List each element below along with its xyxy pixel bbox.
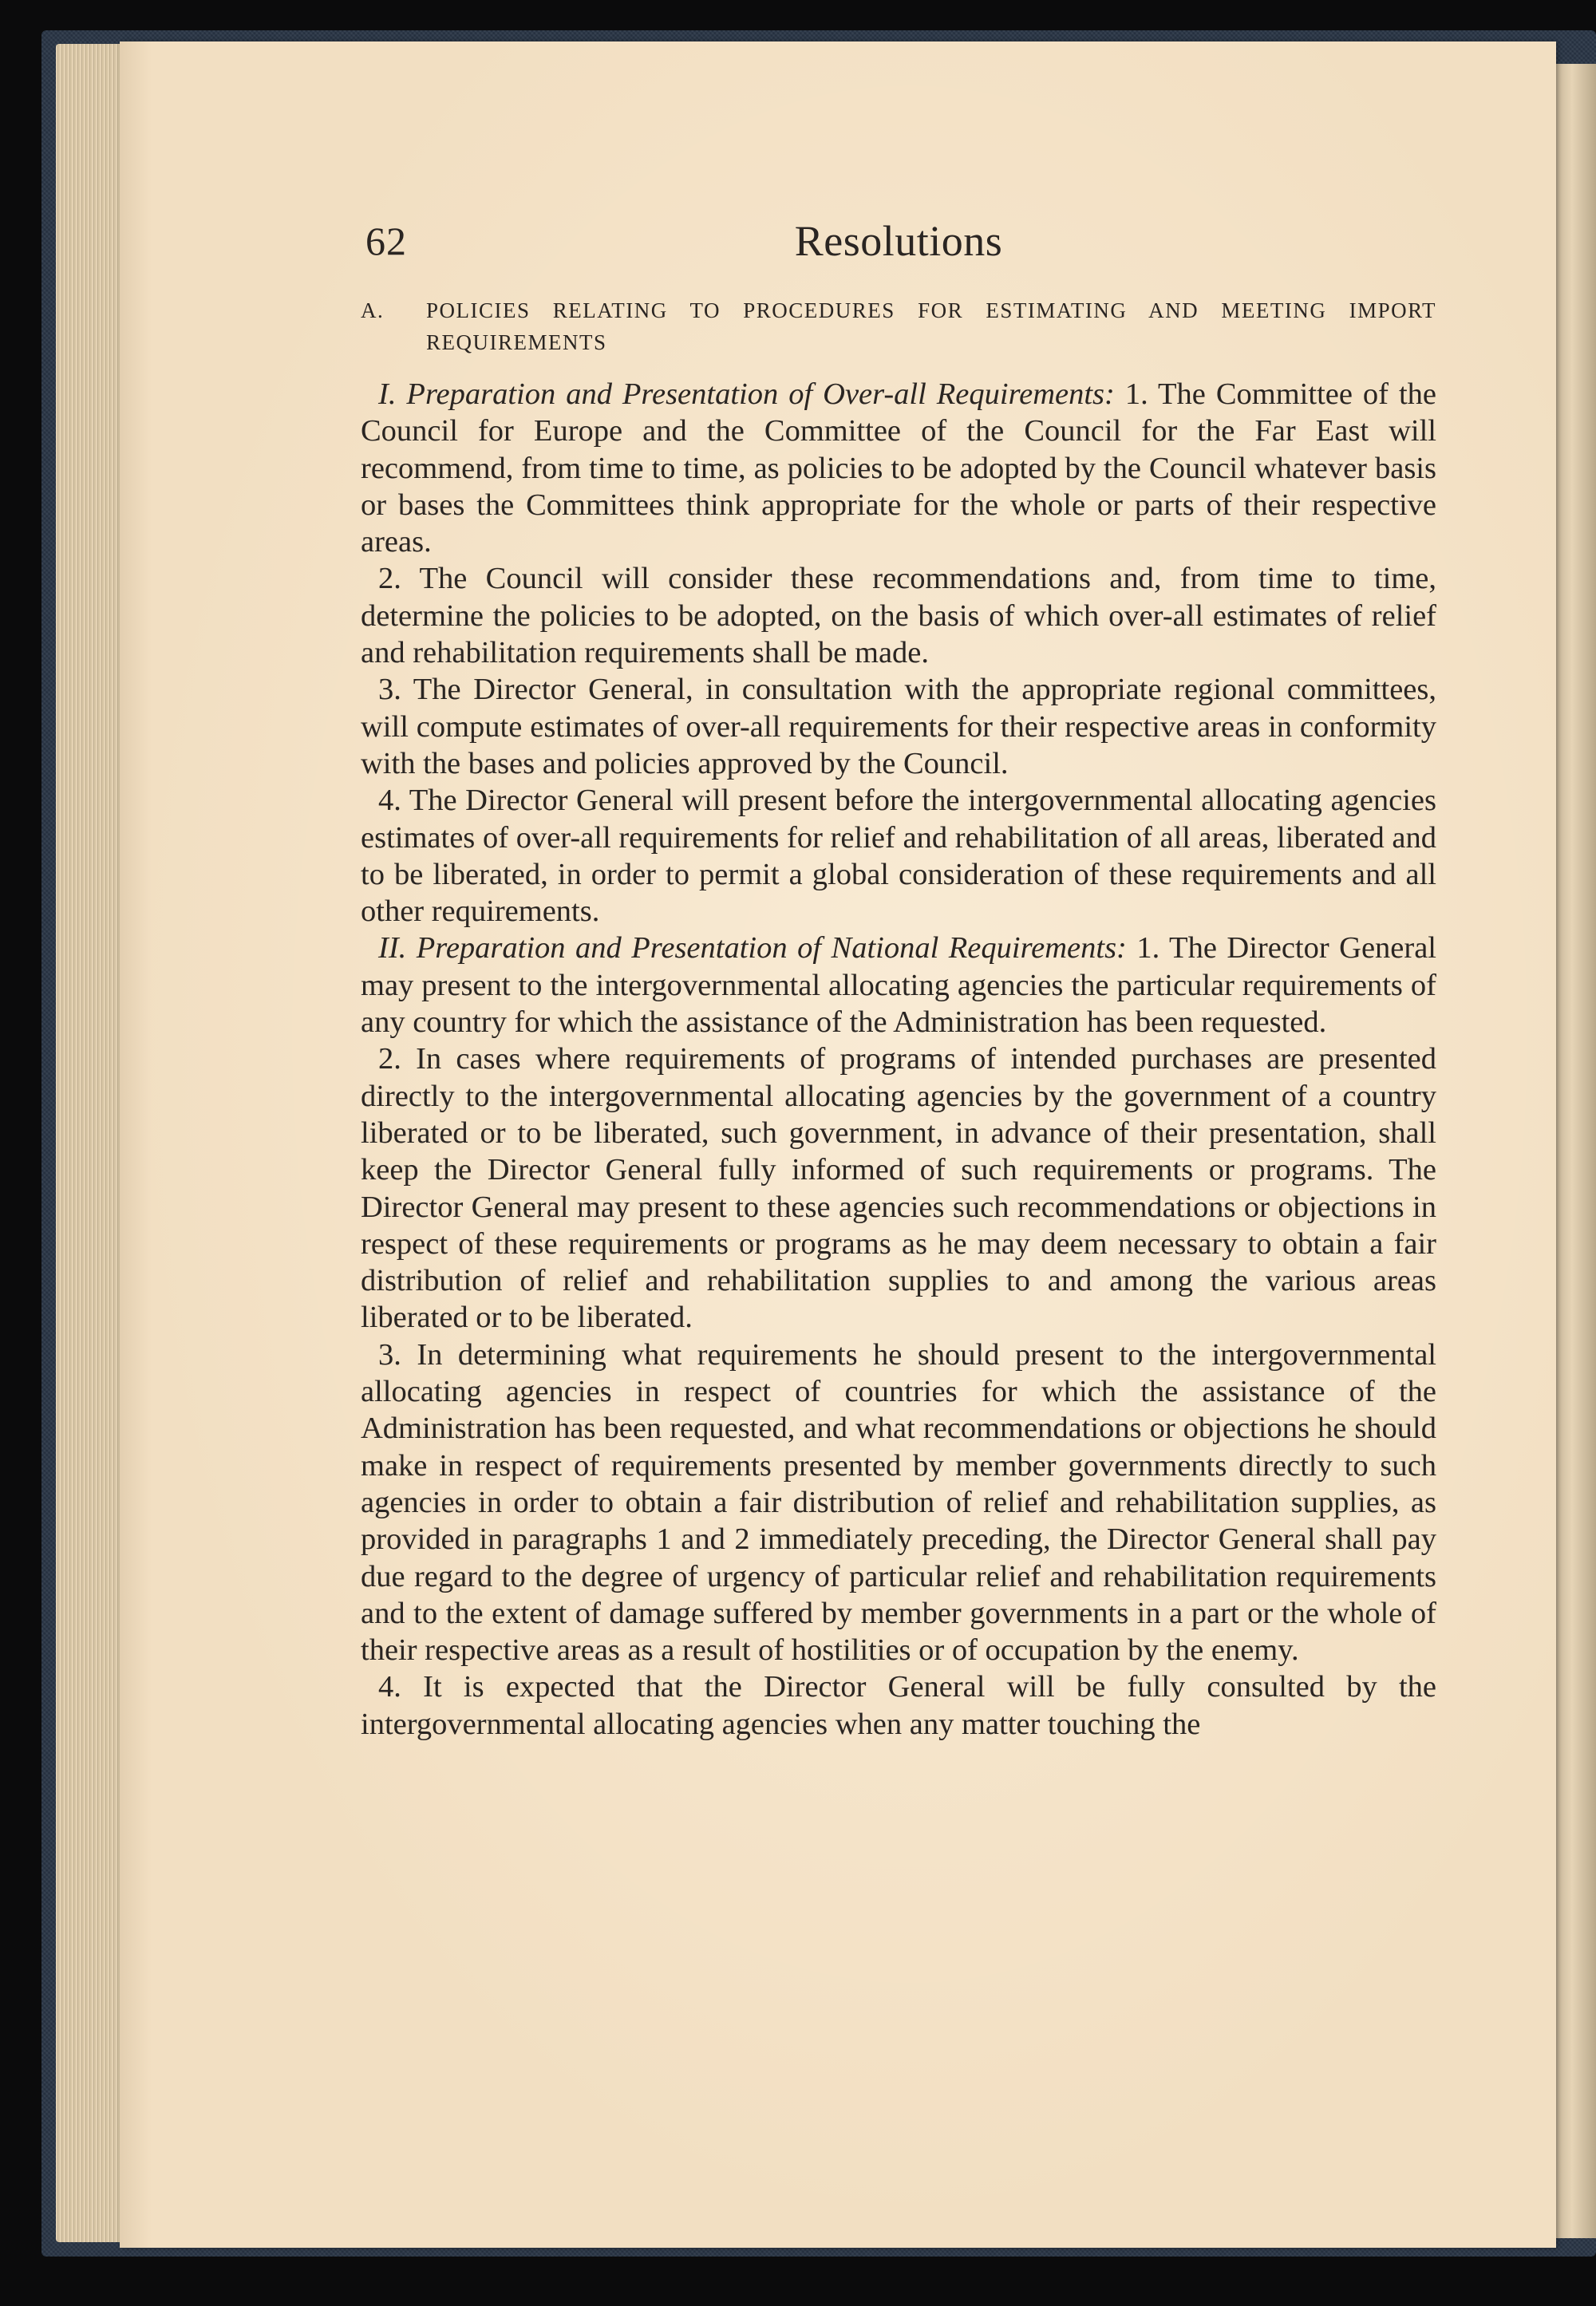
part-heading: II. Preparation and Presentation of National Requirements: <box>378 931 1127 965</box>
section-heading-text: POLICIES RELATING TO PROCEDURES FOR ESTIMATING AND MEETING IMPORT REQUIREMENTS <box>426 298 1436 354</box>
section-label: A. <box>361 298 385 322</box>
paragraph: 4. It is expected that the Director General will be fully consulted by the intergovernmental allocating agencies when any matter touching the <box>361 1670 1436 1741</box>
part-heading: I. Preparation and Presentation of Over-all Requirements: <box>378 377 1115 411</box>
paragraph <box>361 930 1436 1040</box>
section-heading <box>361 294 1436 358</box>
paragraph: 3. In determining what requirements he should present to the intergovernmental allocating agencies in respect of countries for which the assistance of the Administration has been requested, and what recommendations or objections he should make in respect of requirements presented by member governments directly to such agencies in order to obtain a fair distribution of relief and rehabilitation supplies, as provided in paragraphs 1 and 2 immediately preceding, the Director General shall pay due regard to the degree of urgency of particular relief and rehabilitation requirements and to the extent of damage suffered by member governments in a part or the whole of their respective areas as a result of hostilities or of occupation by the enemy. <box>361 1337 1436 1668</box>
page-title: Resolutions <box>794 217 1003 265</box>
paragraph: 4. The Director General will present before the intergovernmental allocating agencies estimates of over-all requirements for relief and rehabilitation of all areas, liberated and to be liberated, in order to permit a global consideration of these requirements and all other requirements. <box>361 784 1436 929</box>
paragraph: 2. The Council will consider these recommendations and, from time to time, determine the policies to be adopted, on the basis of which over-all estimates of relief and rehabilitation requirements shall be made. <box>361 562 1436 670</box>
paragraph <box>361 376 1436 560</box>
page-number: 62 <box>365 219 407 263</box>
paragraph-text: 1. The Director General may present to the intergovernmental allocating agencies the particular requirements of any country for which the assistance of the Administration has been requested. <box>361 931 1437 1040</box>
running-head <box>361 203 1436 267</box>
paragraph-text: 1. The Committee of the Council for Europe and the Committee of the Council for the Far East will recommend, from time to time, as policies to be adopted by the Council whatever basis or bases the Committees think appropriate for the whole or parts of their respective areas. <box>361 377 1437 559</box>
facing-page-edge <box>1556 64 1596 2238</box>
page-text <box>361 203 1436 1743</box>
paragraph: 3. The Director General, in consultation with the appropriate regional committees, will compute estimates of over-all requirements for their respective areas in conformity with the bases and policies approved by the Council. <box>361 673 1436 780</box>
paragraph: 2. In cases where requirements of programs of intended purchases are presented directly to the intergovernmental allocating agencies by the government of a country liberated or to be liberated, such government, in advance of their presentation, shall keep the Director General fully informed of such requirements or programs. The Director General may present to these agencies such recommendations or objections in respect of these requirements or programs as he may deem necessary to obtain a fair distribution of relief and rehabilitation supplies to and among the various areas liberated or to be liberated. <box>361 1042 1436 1335</box>
